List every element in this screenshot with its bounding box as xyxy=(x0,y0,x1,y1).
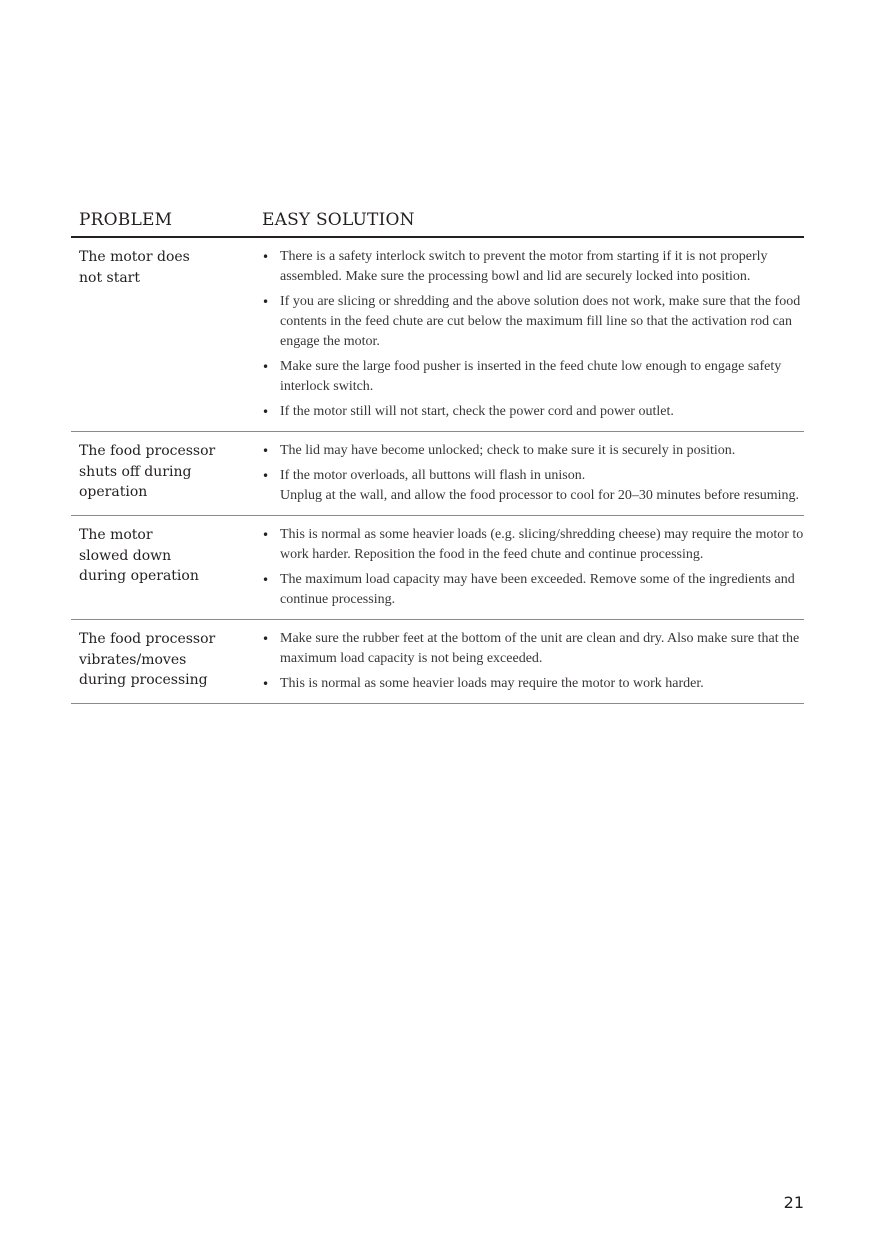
bullet-icon: • xyxy=(262,444,270,458)
solution-item xyxy=(262,402,804,422)
solution-list xyxy=(262,441,804,506)
solution-text: If you are slicing or shredding and the above solution does not work, make sure that the food contents in the feed chute are cut below the maximum fill line so that the activation rod can engage the motor. xyxy=(280,294,801,349)
solution-item xyxy=(262,525,804,565)
header-solution: EASY SOLUTION xyxy=(262,210,415,230)
solution-item xyxy=(262,357,804,397)
problem-cell: The motor slowed down during operation xyxy=(79,527,199,584)
bullet-icon: • xyxy=(262,469,270,483)
solution-text: This is normal as some heavier loads (e.g. slicing/shredding cheese) may require the motor to work harder. Reposition the food in the feed chute and continue processing. xyxy=(280,527,804,562)
solution-text: Make sure the rubber feet at the bottom of the unit are clean and dry. Also make sure that the maximum load capacity is not being exceeded. xyxy=(280,631,800,666)
solution-text: Make sure the large food pusher is inserted in the feed chute low enough to engage safety interlock switch. xyxy=(280,359,782,394)
bullet-icon: • xyxy=(262,677,270,691)
table-header xyxy=(71,206,804,238)
solution-item xyxy=(262,570,804,610)
solution-item xyxy=(262,674,804,694)
solution-text: If the motor overloads, all buttons will flash in unison. xyxy=(280,468,586,483)
problem-cell: The motor does not start xyxy=(79,249,190,286)
bullet-icon: • xyxy=(262,573,270,587)
bullet-icon: • xyxy=(262,250,270,264)
bullet-icon: • xyxy=(262,632,270,646)
solution-item xyxy=(262,247,804,287)
problem-cell: The food processor vibrates/moves during processing xyxy=(79,631,216,688)
problem-cell: The food processor shuts off during operation xyxy=(79,443,216,500)
troubleshooting-table xyxy=(71,206,804,704)
bullet-icon: • xyxy=(262,295,270,309)
bullet-icon: • xyxy=(262,405,270,419)
table-row xyxy=(71,238,804,432)
solution-item xyxy=(262,441,804,461)
solution-cell xyxy=(262,441,804,511)
bullet-icon: • xyxy=(262,360,270,374)
bullet-icon: • xyxy=(262,528,270,542)
solution-item xyxy=(262,466,804,506)
solution-text: This is normal as some heavier loads may require the motor to work harder. xyxy=(280,676,704,691)
header-problem: PROBLEM xyxy=(79,210,173,230)
table-row xyxy=(71,516,804,620)
solution-text: The maximum load capacity may have been exceeded. Remove some of the ingredients and continue processing. xyxy=(280,572,795,607)
solution-text: If the motor still will not start, check the power cord and power outlet. xyxy=(280,404,674,419)
table-body xyxy=(71,238,804,704)
page-number: 21 xyxy=(783,1193,804,1212)
solution-list xyxy=(262,247,804,422)
solution-cell xyxy=(262,525,804,615)
solution-list xyxy=(262,629,804,694)
table-row xyxy=(71,620,804,704)
solution-list xyxy=(262,525,804,610)
table-row xyxy=(71,432,804,516)
solution-extra-text: Unplug at the wall, and allow the food processor to cool for 20–30 minutes before resuming. xyxy=(280,488,800,503)
solution-cell xyxy=(262,247,804,427)
solution-item xyxy=(262,629,804,669)
solution-text: The lid may have become unlocked; check to make sure it is securely in position. xyxy=(280,443,736,458)
solution-text: There is a safety interlock switch to prevent the motor from starting if it is not properly assembled. Make sure the processing bowl and lid are securely locked into position. xyxy=(280,249,768,284)
solution-item xyxy=(262,292,804,352)
solution-cell xyxy=(262,629,804,699)
